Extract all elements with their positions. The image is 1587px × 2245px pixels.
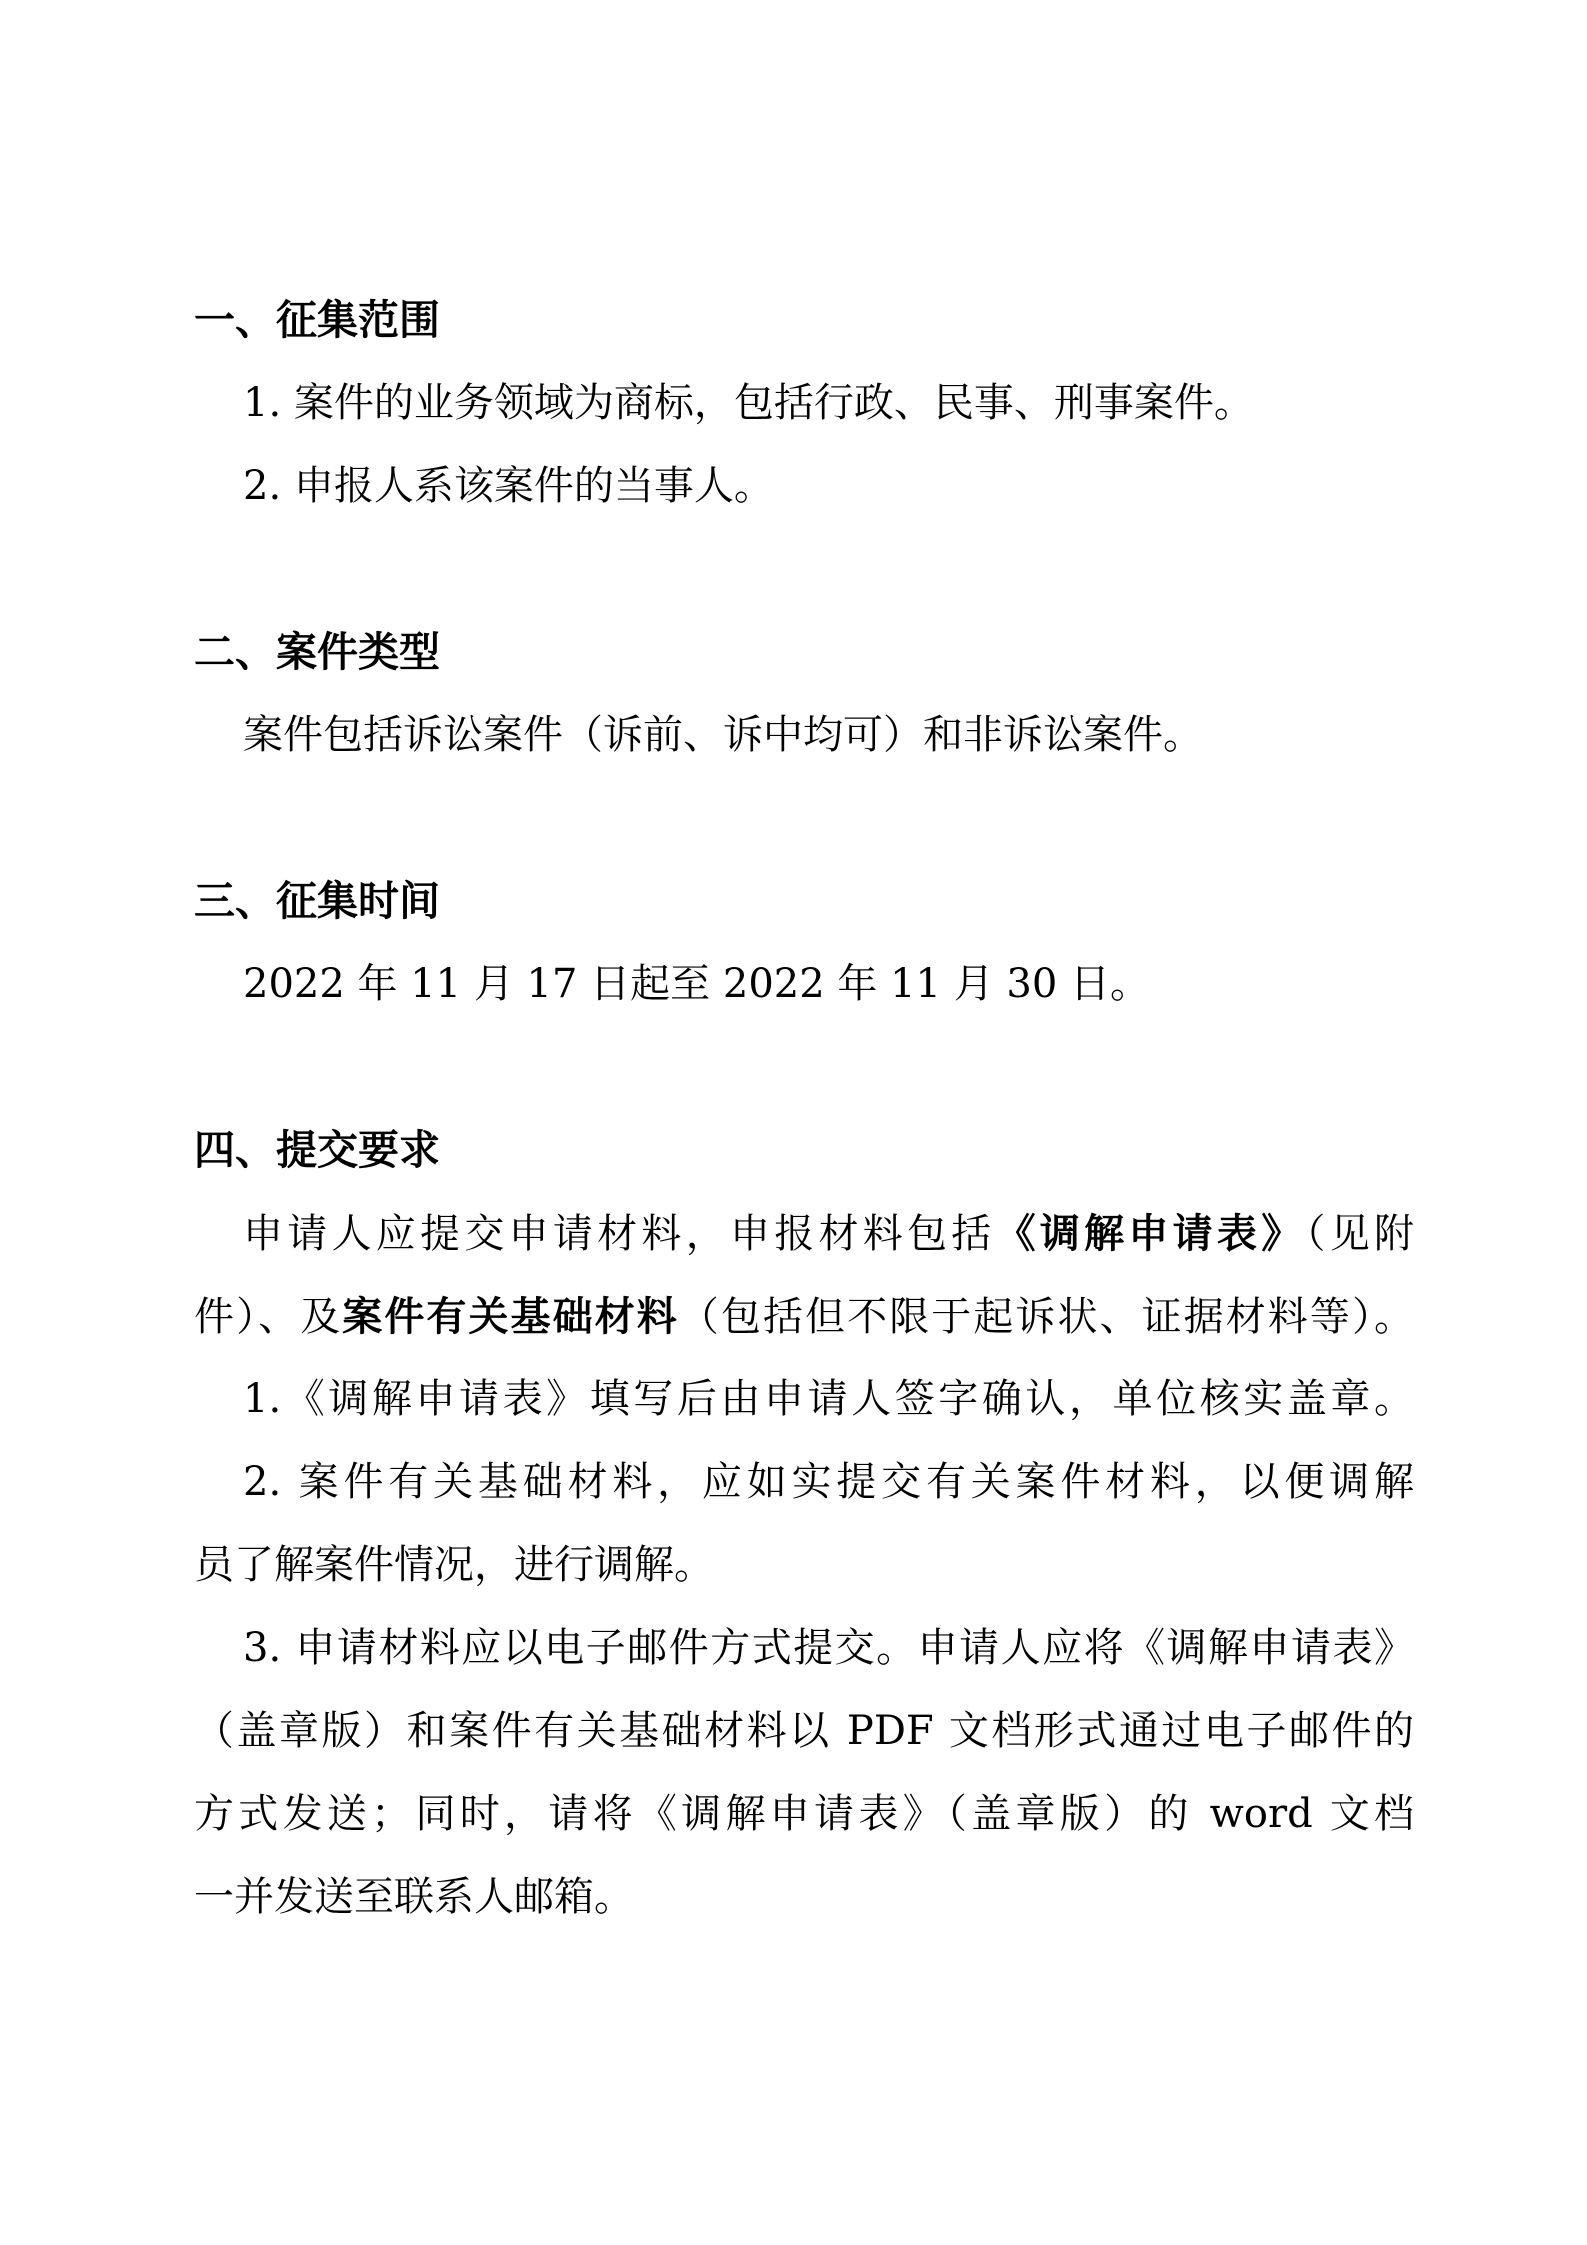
section-collection-scope (194, 279, 1414, 528)
section-collection-time (194, 860, 1414, 1026)
section-4-item-3-line-2: （盖章版）和案件有关基础材料以 PDF 文档形式通过电子邮件的 (194, 1708, 1414, 1754)
section-4-intro-line-2 (194, 1275, 1414, 1358)
intro-text: （包括但不限于起诉状、证据材料等）。 (678, 1294, 1415, 1340)
section-3-body: 2022 年 11 月 17 日起至 2022 年 11 月 30 日。 (243, 961, 1151, 1007)
intro-text: 申请人应提交申请材料，申报材料包括 (243, 1211, 996, 1257)
intro-text: （见附 (1305, 1211, 1415, 1257)
section-4-intro-line-1 (194, 1192, 1414, 1275)
section-4-heading: 四、提交要求 (194, 1126, 440, 1174)
section-4-item-2-line-2: 员了解案件情况，进行调解。 (194, 1542, 714, 1588)
case-basic-materials-label: 案件有关基础材料 (342, 1293, 679, 1340)
section-4-item-3-line-3: 方式发送；同时，请将《调解申请表》（盖章版）的 word 文档 (194, 1791, 1414, 1837)
section-4-item-2-line-1: 2. 案件有关基础材料，应如实提交有关案件材料，以便调解 (243, 1459, 1414, 1505)
intro-text: 件）、及 (194, 1294, 343, 1340)
section-4-item-1: 1.《调解申请表》填写后由申请人签字确认，单位核实盖章。 (243, 1376, 1414, 1422)
section-4-item-3-line-4: 一并发送至联系人邮箱。 (194, 1874, 634, 1920)
section-2-body: 案件包括诉讼案件（诉前、诉中均可）和非诉讼案件。 (243, 712, 1203, 758)
section-1-item-1: 1. 案件的业务领域为商标，包括行政、民事、刑事案件。 (243, 380, 1254, 426)
section-1-heading: 一、征集范围 (194, 296, 440, 344)
section-submission-requirements (194, 1109, 1414, 1939)
section-2-heading: 二、案件类型 (194, 628, 440, 676)
section-3-heading: 三、征集时间 (194, 877, 440, 925)
mediation-application-form-label: 《调解申请表》 (995, 1210, 1306, 1257)
section-1-item-2: 2. 申报人系该案件的当事人。 (243, 463, 774, 509)
section-case-type (194, 611, 1414, 777)
section-4-item-3-line-1: 3. 申请材料应以电子邮件方式提交。申请人应将《调解申请表》 (243, 1625, 1414, 1671)
